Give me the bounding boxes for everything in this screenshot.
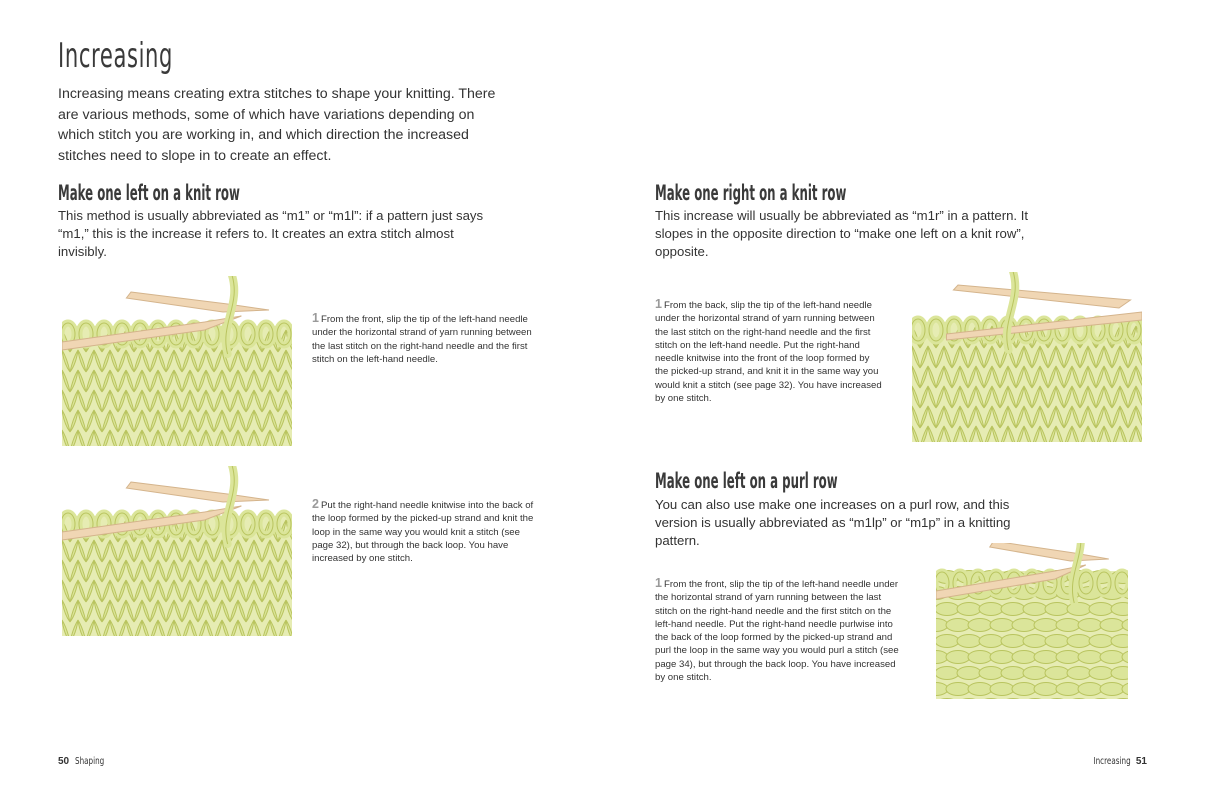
purl-bump	[1100, 619, 1124, 632]
step-number: 1	[655, 297, 662, 311]
purl-bump	[957, 667, 981, 680]
purl-bump	[1023, 603, 1047, 616]
step-number: 2	[312, 497, 319, 511]
page-title: Increasing	[58, 36, 174, 76]
right-footer	[1079, 756, 1147, 767]
purl-bump	[1078, 619, 1102, 632]
purl-bump	[1111, 635, 1128, 648]
purl-bump	[946, 683, 970, 696]
m1l-purl-body: You can also use make one increases on a purl row, and this version is usually abbreviated as “m1lp” or “m1p” in a knitting pattern.	[655, 497, 1011, 548]
purl-bump	[1045, 635, 1069, 648]
m1l-knit-step2-illustration	[62, 466, 292, 636]
purl-bump	[1045, 667, 1069, 680]
purl-bump	[979, 635, 1003, 648]
m1l-purl-step1-illustration	[936, 543, 1128, 699]
purl-bump	[1023, 667, 1047, 680]
purl-bump	[990, 619, 1014, 632]
right-section-name: Increasing	[1093, 756, 1131, 767]
purl-bump	[946, 651, 970, 664]
purl-bump	[936, 603, 959, 616]
step-text: Put the right-hand needle knitwise into the back of the loop formed by the picked-up strand and knit the loop in the same way you would knit a stitch (see page 32), but through the back loop. You have increased by one stitch.	[312, 500, 534, 565]
step-number: 1	[655, 576, 662, 590]
m1r-knit-heading: Make one right on a knit row	[655, 181, 847, 205]
purl-bump	[1078, 683, 1102, 696]
purl-bump	[1100, 683, 1124, 696]
purl-bump	[1089, 635, 1113, 648]
purl-bump	[1001, 635, 1025, 648]
purl-bump	[1001, 603, 1025, 616]
purl-bump	[1089, 603, 1113, 616]
purl-bump	[946, 619, 970, 632]
purl-bump	[957, 603, 981, 616]
purl-bump	[1023, 635, 1047, 648]
right-needle	[953, 285, 1130, 308]
m1l-purl-step1-text	[655, 577, 900, 684]
purl-bump	[1111, 667, 1128, 680]
purl-bump	[1034, 683, 1058, 696]
right-needle	[126, 292, 269, 312]
purl-bump	[957, 635, 981, 648]
purl-bump	[1067, 635, 1091, 648]
purl-bump	[1056, 683, 1080, 696]
left-footer	[58, 756, 115, 767]
m1l-knit-body: This method is usually abbreviated as “m1” or “m1l”: if a pattern just says “m1,” this is the increase it refers to. It creates an extra stitch almost invisibly.	[58, 208, 484, 259]
purl-bump	[1100, 651, 1124, 664]
left-page-number: 50	[58, 756, 70, 767]
m1r-knit-body: This increase will usually be abbreviated as “m1r” in a pattern. It slopes in the opposite direction to “make one left on a knit row”, opposite.	[655, 208, 1029, 259]
m1l-knit-heading: Make one left on a knit row	[58, 181, 240, 205]
purl-bump	[1056, 619, 1080, 632]
purl-bump	[968, 651, 992, 664]
m1l-knit-step1-text	[312, 312, 537, 366]
purl-bump	[1067, 667, 1091, 680]
m1l-knit-step1-illustration	[62, 276, 292, 446]
m1r-knit-step1-text	[655, 298, 883, 405]
purl-bump	[1034, 651, 1058, 664]
purl-bump	[1034, 619, 1058, 632]
step-text: From the front, slip the tip of the left-hand needle under the horizontal strand of yarn running between the last stitch on the right-hand needle and the first stitch on the left-hand needle.	[312, 314, 532, 365]
purl-bump	[936, 667, 959, 680]
purl-bump	[968, 683, 992, 696]
purl-bump	[968, 619, 992, 632]
purl-bump	[990, 651, 1014, 664]
purl-bump	[979, 667, 1003, 680]
right-page-number: 51	[1135, 756, 1147, 767]
right-needle	[126, 482, 269, 502]
purl-bump	[1089, 667, 1113, 680]
purl-bump	[1012, 619, 1036, 632]
purl-bump	[1111, 603, 1128, 616]
purl-bump	[990, 683, 1014, 696]
right-needle	[990, 543, 1109, 561]
intro-paragraph: Increasing means creating extra stitches to shape your knitting. There are various methods, some of which have variations depending on which stitch you are working in, and which direction the increased stitches need to slope in to create an effect.	[58, 86, 496, 165]
step-text: From the front, slip the tip of the left-hand needle under the horizontal strand of yarn running between the last stitch on the right-hand needle and the first stitch on the left-hand needle. Put the right-hand needle purlwise into the back of the loop formed by the picked-up strand and purl the loop in the same way you would purl a stitch (see page 34), but through the back loop. You have increased by one stitch.	[655, 579, 899, 684]
purl-bump	[979, 603, 1003, 616]
step-number: 1	[312, 311, 319, 325]
purl-bump	[1012, 651, 1036, 664]
m1r-knit-step1-illustration	[912, 272, 1142, 442]
m1l-knit-step2-text	[312, 498, 537, 565]
purl-bump	[1001, 667, 1025, 680]
purl-bump	[1056, 651, 1080, 664]
step-text: From the back, slip the tip of the left-hand needle under the horizontal strand of yarn running between the last stitch on the right-hand needle and the first stitch on the left-hand needle. Put the right-hand needle knitwise into the front of the loop formed by the picked-up strand, and knit it in the same way you would knit a stitch (see page 32). You have increased by one stitch.	[655, 300, 882, 405]
purl-bump	[1078, 651, 1102, 664]
left-section-name: Shaping	[74, 756, 104, 767]
purl-bump	[1045, 603, 1069, 616]
m1l-purl-heading: Make one left on a purl row	[655, 469, 838, 493]
purl-bump	[1012, 683, 1036, 696]
purl-bump	[936, 635, 959, 648]
